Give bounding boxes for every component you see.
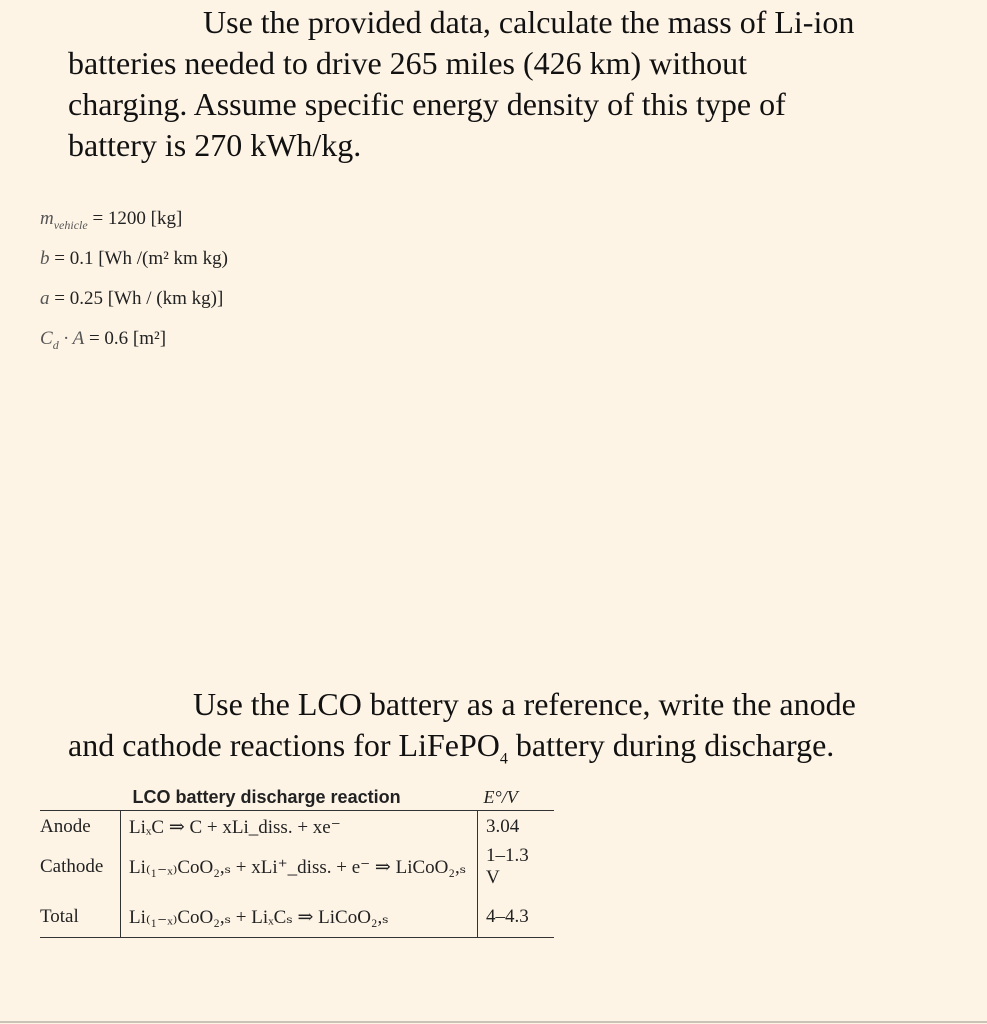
q1-line-3: charging. Assume specific energy density of this type of bbox=[68, 86, 786, 122]
var-b: b = 0.1 [Wh /(m² km kg) bbox=[40, 248, 228, 269]
row-potential: 1–1.3 V bbox=[486, 845, 529, 888]
table-row-total bbox=[40, 897, 554, 938]
row-label: Total bbox=[40, 897, 121, 938]
q1-line-2: batteries needed to drive 265 miles (426 km) without bbox=[68, 45, 747, 81]
q2-line-2: and cathode reactions for LiFePO$_4$ battery during discharge. bbox=[68, 727, 835, 768]
var-a: a = 0.25 [Wh / (km kg)] bbox=[40, 288, 224, 309]
table-header-reaction: LCO battery discharge reaction bbox=[121, 783, 478, 811]
q2-line-1: Use the LCO battery as a reference, write the anode bbox=[193, 686, 856, 722]
row-reaction: Li₍₁₋ₓ₎CoO₂,ₛ + xLi⁺_diss. + e⁻ ⇒ LiCoO₂,ₛ bbox=[121, 843, 478, 897]
q1-line-4: battery is 270 kWh/kg. bbox=[68, 127, 362, 163]
q1-line-1: Use the provided data, calculate the mass of Li-ion bbox=[203, 4, 855, 40]
var-cd-a: $C_d \cdot A = 0.6$ [m²] bbox=[40, 328, 167, 352]
lco-reaction-table bbox=[40, 783, 554, 938]
table-header-potential: E°/V bbox=[478, 783, 555, 811]
row-reaction: LiₓC ⇒ C + xLi_diss. + xe⁻ bbox=[121, 811, 478, 844]
row-potential: 4–4.3 bbox=[478, 897, 555, 938]
row-potential: 3.04 bbox=[486, 816, 520, 837]
row-label: Anode bbox=[40, 811, 121, 844]
row-reaction: Li₍₁₋ₓ₎CoO₂,ₛ + LiₓCₛ ⇒ LiCoO₂,ₛ bbox=[121, 897, 478, 938]
var-vehicle-mass: $m_{vehicle} = 1200$ [kg] bbox=[40, 208, 183, 232]
question-2-text bbox=[68, 684, 968, 779]
question-1-text bbox=[68, 2, 948, 166]
row-label: Cathode bbox=[40, 843, 121, 897]
table-row-anode bbox=[40, 811, 554, 844]
given-variables bbox=[40, 203, 228, 363]
page-bottom-border bbox=[0, 1021, 987, 1023]
table-row-cathode bbox=[40, 843, 554, 897]
